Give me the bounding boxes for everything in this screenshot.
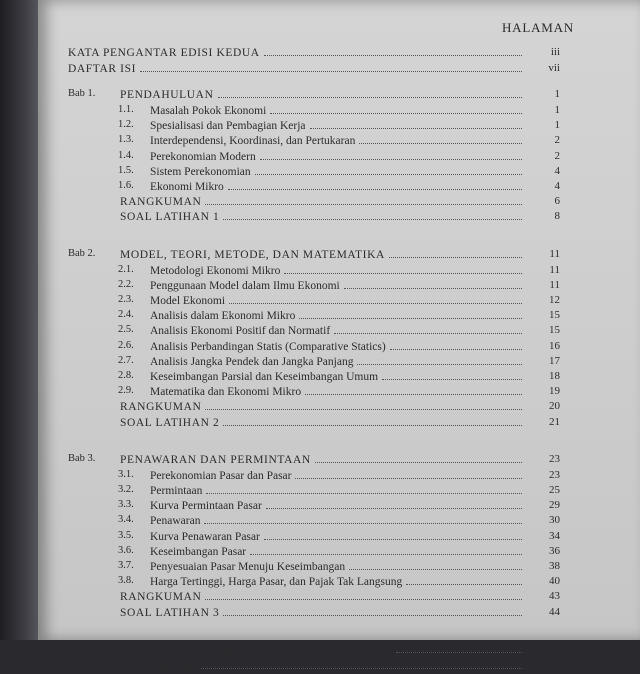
toc-section-entry <box>38 573 640 589</box>
entry-title-wrap <box>120 451 522 468</box>
toc-exercise-entry <box>38 604 640 620</box>
toc-chapter-entry <box>38 451 640 467</box>
section-number: 1.1. <box>118 104 134 115</box>
page-column-header: HALAMAN <box>501 20 574 35</box>
toc-section-entry <box>38 383 640 399</box>
chapter-label: Bab 4. <box>68 642 96 654</box>
toc-section-entry <box>38 657 640 673</box>
entry-title: PENAWARAN DAN PERMINTAAN <box>120 453 311 466</box>
entry-title: Keseimbangan Pasar <box>150 545 247 558</box>
toc-chapter-entry <box>38 641 640 657</box>
page-number: 44 <box>549 605 560 618</box>
page-number: vii <box>548 62 560 74</box>
entry-title: Interdependensi, Koordinasi, dan Pertukaran <box>150 135 356 148</box>
toc-summary-entry <box>38 588 640 604</box>
page-number: 6 <box>554 195 560 208</box>
entry-title-wrap <box>120 641 522 658</box>
entry-title: ELASTISITAS PERMINTAAN DAN PENAWARAN <box>120 643 392 656</box>
dot-leader <box>295 467 522 479</box>
dot-leader <box>223 208 522 220</box>
page-number: 1 <box>554 104 560 116</box>
entry-title: RANGKUMAN <box>120 401 202 414</box>
toc-section-entry <box>38 102 640 118</box>
entry-title: Keseimbangan Parsial dan Keseimbangan Umum <box>150 371 379 383</box>
toc-exercise-entry <box>38 208 640 224</box>
page-number: 23 <box>549 468 560 481</box>
entry-title-wrap <box>68 60 522 77</box>
dot-leader <box>310 117 522 129</box>
entry-title: Analisis Perbandingan Statis (Comparative Statics) <box>150 340 386 353</box>
entry-title: Penggunaan Model dalam Ilmu Ekonomi <box>150 279 340 292</box>
page-number: 25 <box>549 484 560 496</box>
section-number: 2.7. <box>118 354 134 366</box>
toc-summary-entry <box>38 193 640 209</box>
dot-leader <box>299 307 522 319</box>
entry-title-wrap <box>120 208 522 225</box>
page-number: 36 <box>549 544 560 557</box>
dot-leader <box>204 512 522 524</box>
dot-leader <box>266 497 522 509</box>
page-number: 16 <box>549 339 560 352</box>
dot-leader <box>260 148 522 160</box>
section-number: 3.8. <box>118 575 134 587</box>
entry-title: Masalah Pokok Ekonomi <box>150 105 267 117</box>
entry-title: Analisis Ekonomi Positif dan Normatif <box>150 325 331 338</box>
toc-chapter-entry <box>38 246 640 262</box>
section-number: 3.2. <box>118 484 134 495</box>
entry-title: Model Ekonomi <box>150 295 226 307</box>
dot-leader <box>206 482 522 494</box>
page-number: 8 <box>554 210 560 223</box>
dot-leader <box>223 414 522 426</box>
dot-leader <box>359 132 522 144</box>
toc-section-entry <box>38 467 640 483</box>
toc-section-entry <box>38 353 640 369</box>
section-number: 1.3. <box>118 134 134 146</box>
dot-leader <box>344 277 522 289</box>
entry-title: MODEL, TEORI, METODE, DAN MATEMATIKA <box>120 248 385 261</box>
section-number: 1.4. <box>118 149 134 161</box>
dot-leader <box>140 60 522 72</box>
toc-section-entry <box>38 148 640 164</box>
section-number: 1.6. <box>118 180 134 191</box>
toc-front-entry <box>38 44 640 60</box>
page-number: 11 <box>549 278 560 291</box>
page-number: 1 <box>554 119 560 132</box>
section-number: 4.1. <box>118 658 134 670</box>
page-number: 23 <box>549 452 560 465</box>
toc-exercise-entry <box>38 414 640 430</box>
entry-title: Perekonomian Pasar dan Pasar <box>150 469 292 482</box>
entry-title: PENDAHULUAN <box>120 89 214 101</box>
entry-title-wrap <box>68 44 522 61</box>
section-number: 3.5. <box>118 529 134 541</box>
page-number: 1 <box>554 88 560 100</box>
entry-title: Kurva Penawaran Pasar <box>150 530 260 543</box>
entry-title: Penyesuaian Pasar Menuju Keseimbangan <box>150 561 346 573</box>
page-number: 34 <box>549 529 560 542</box>
toc-section-entry <box>38 178 640 194</box>
dot-leader <box>255 163 522 175</box>
page-number: 38 <box>549 560 560 572</box>
dot-leader <box>382 368 522 380</box>
entry-title: RANGKUMAN <box>120 591 202 604</box>
dot-leader <box>315 451 522 463</box>
entry-title: DAFTAR ISI <box>68 63 137 75</box>
page-number: 21 <box>549 415 560 428</box>
page-number: 11 <box>549 247 560 260</box>
entry-title: Analisis dalam Ekonomi Mikro <box>150 310 296 323</box>
page-number: 12 <box>549 294 560 306</box>
dot-leader <box>284 262 522 274</box>
book-spine-shadow <box>0 0 38 640</box>
page-number: 4 <box>554 180 560 192</box>
chapter-label: Bab 2. <box>68 247 96 259</box>
dot-leader <box>389 246 522 258</box>
dot-leader <box>205 398 522 410</box>
dot-leader <box>205 588 522 600</box>
dot-leader <box>349 558 522 570</box>
section-number: 2.1. <box>118 263 134 275</box>
entry-title-wrap <box>120 86 522 103</box>
entry-title-wrap <box>120 604 522 621</box>
toc-section-entry <box>38 482 640 498</box>
dot-leader <box>229 292 522 304</box>
dot-leader <box>390 338 522 350</box>
dot-leader <box>305 383 522 395</box>
entry-title: Elastisitas <box>150 659 197 672</box>
section-number: 3.1. <box>118 468 134 480</box>
toc-section-entry <box>38 558 640 574</box>
toc-front-entry <box>38 60 640 76</box>
page-number: 29 <box>549 499 560 512</box>
page-number: 2 <box>554 134 560 147</box>
toc-chapter-entry <box>38 86 640 102</box>
entry-title-wrap <box>150 657 522 674</box>
page-number: 43 <box>549 590 560 603</box>
dot-leader <box>218 86 523 98</box>
page-number: 2 <box>554 149 560 162</box>
entry-title: SOAL LATIHAN 1 <box>120 211 220 224</box>
entry-title: SOAL LATIHAN 3 <box>120 606 220 619</box>
dot-leader <box>228 178 522 190</box>
entry-title: Kurva Permintaan Pasar <box>150 500 262 513</box>
dot-leader <box>406 573 522 585</box>
section-number: 3.7. <box>118 560 134 571</box>
page-number: 19 <box>549 385 560 398</box>
dot-leader <box>223 604 522 616</box>
page-number: 40 <box>549 575 560 588</box>
toc-section-entry <box>38 368 640 384</box>
toc-section-entry <box>38 262 640 278</box>
dot-leader <box>264 44 522 56</box>
page-number: 17 <box>549 354 560 367</box>
section-number: 2.3. <box>118 294 134 305</box>
entry-title: Ekonomi Mikro <box>150 181 224 193</box>
section-number: 2.6. <box>118 339 134 351</box>
page-number: 18 <box>549 370 560 382</box>
toc-section-entry <box>38 117 640 133</box>
section-number: 3.6. <box>118 544 134 556</box>
toc-section-entry <box>38 132 640 148</box>
chapter-label: Bab 1. <box>68 88 96 99</box>
dot-leader <box>250 543 522 555</box>
chapter-label: Bab 3. <box>68 452 96 464</box>
entry-title: Spesialisasi dan Pembagian Kerja <box>150 120 306 133</box>
entry-title: Matematika dan Ekonomi Mikro <box>150 386 302 399</box>
toc-section-entry <box>38 277 640 293</box>
page-number: 47 <box>549 658 560 671</box>
toc-summary-entry <box>38 398 640 414</box>
dot-leader <box>205 193 522 205</box>
entry-title-wrap <box>120 246 522 263</box>
entry-title: RANGKUMAN <box>120 196 202 209</box>
toc-section-entry <box>38 512 640 528</box>
dot-leader <box>396 641 522 653</box>
toc-section-entry <box>38 528 640 544</box>
page-number: 4 <box>554 164 560 177</box>
toc-section-entry <box>38 322 640 338</box>
section-number: 2.5. <box>118 324 134 336</box>
page-number: 20 <box>549 400 560 413</box>
entry-title: Perekonomian Modern <box>150 150 256 163</box>
section-number: 2.2. <box>118 278 134 290</box>
toc-section-entry <box>38 292 640 308</box>
page-number: 15 <box>549 309 560 322</box>
section-number: 1.5. <box>118 164 134 176</box>
dot-leader <box>270 102 522 114</box>
page-number: 30 <box>549 514 560 527</box>
entry-title: Penawaran <box>150 515 201 528</box>
entry-title: Metodologi Ekonomi Mikro <box>150 264 281 277</box>
toc-section-entry <box>38 338 640 354</box>
toc-section-entry <box>38 543 640 559</box>
dot-leader <box>201 657 522 669</box>
entry-title-wrap <box>120 414 522 431</box>
page-number: 47 <box>549 642 560 655</box>
toc-section-entry <box>38 307 640 323</box>
entry-title: Sistem Perekonomian <box>150 165 251 178</box>
dot-leader <box>334 322 522 334</box>
section-number: 2.9. <box>118 385 134 397</box>
section-number: 2.8. <box>118 370 134 381</box>
section-number: 2.4. <box>118 309 134 321</box>
page-number: iii <box>550 46 560 58</box>
page-number: 11 <box>549 263 560 276</box>
section-number: 3.3. <box>118 499 134 511</box>
section-number: 1.2. <box>118 119 134 131</box>
dot-leader <box>357 353 522 365</box>
entry-title: KATA PENGANTAR EDISI KEDUA <box>68 47 260 59</box>
entry-title: SOAL LATIHAN 2 <box>120 416 220 429</box>
entry-title: Analisis Jangka Pendek dan Jangka Panjang <box>150 355 354 368</box>
toc-page <box>38 0 640 672</box>
dot-leader <box>264 528 522 540</box>
entry-title: Permintaan <box>150 485 203 497</box>
toc-section-entry <box>38 163 640 179</box>
toc-section-entry <box>38 497 640 513</box>
entry-title: Harga Tertinggi, Harga Pasar, dan Pajak Tak Langsung <box>150 576 403 589</box>
page-number: 15 <box>549 324 560 337</box>
section-number: 3.4. <box>118 514 134 526</box>
